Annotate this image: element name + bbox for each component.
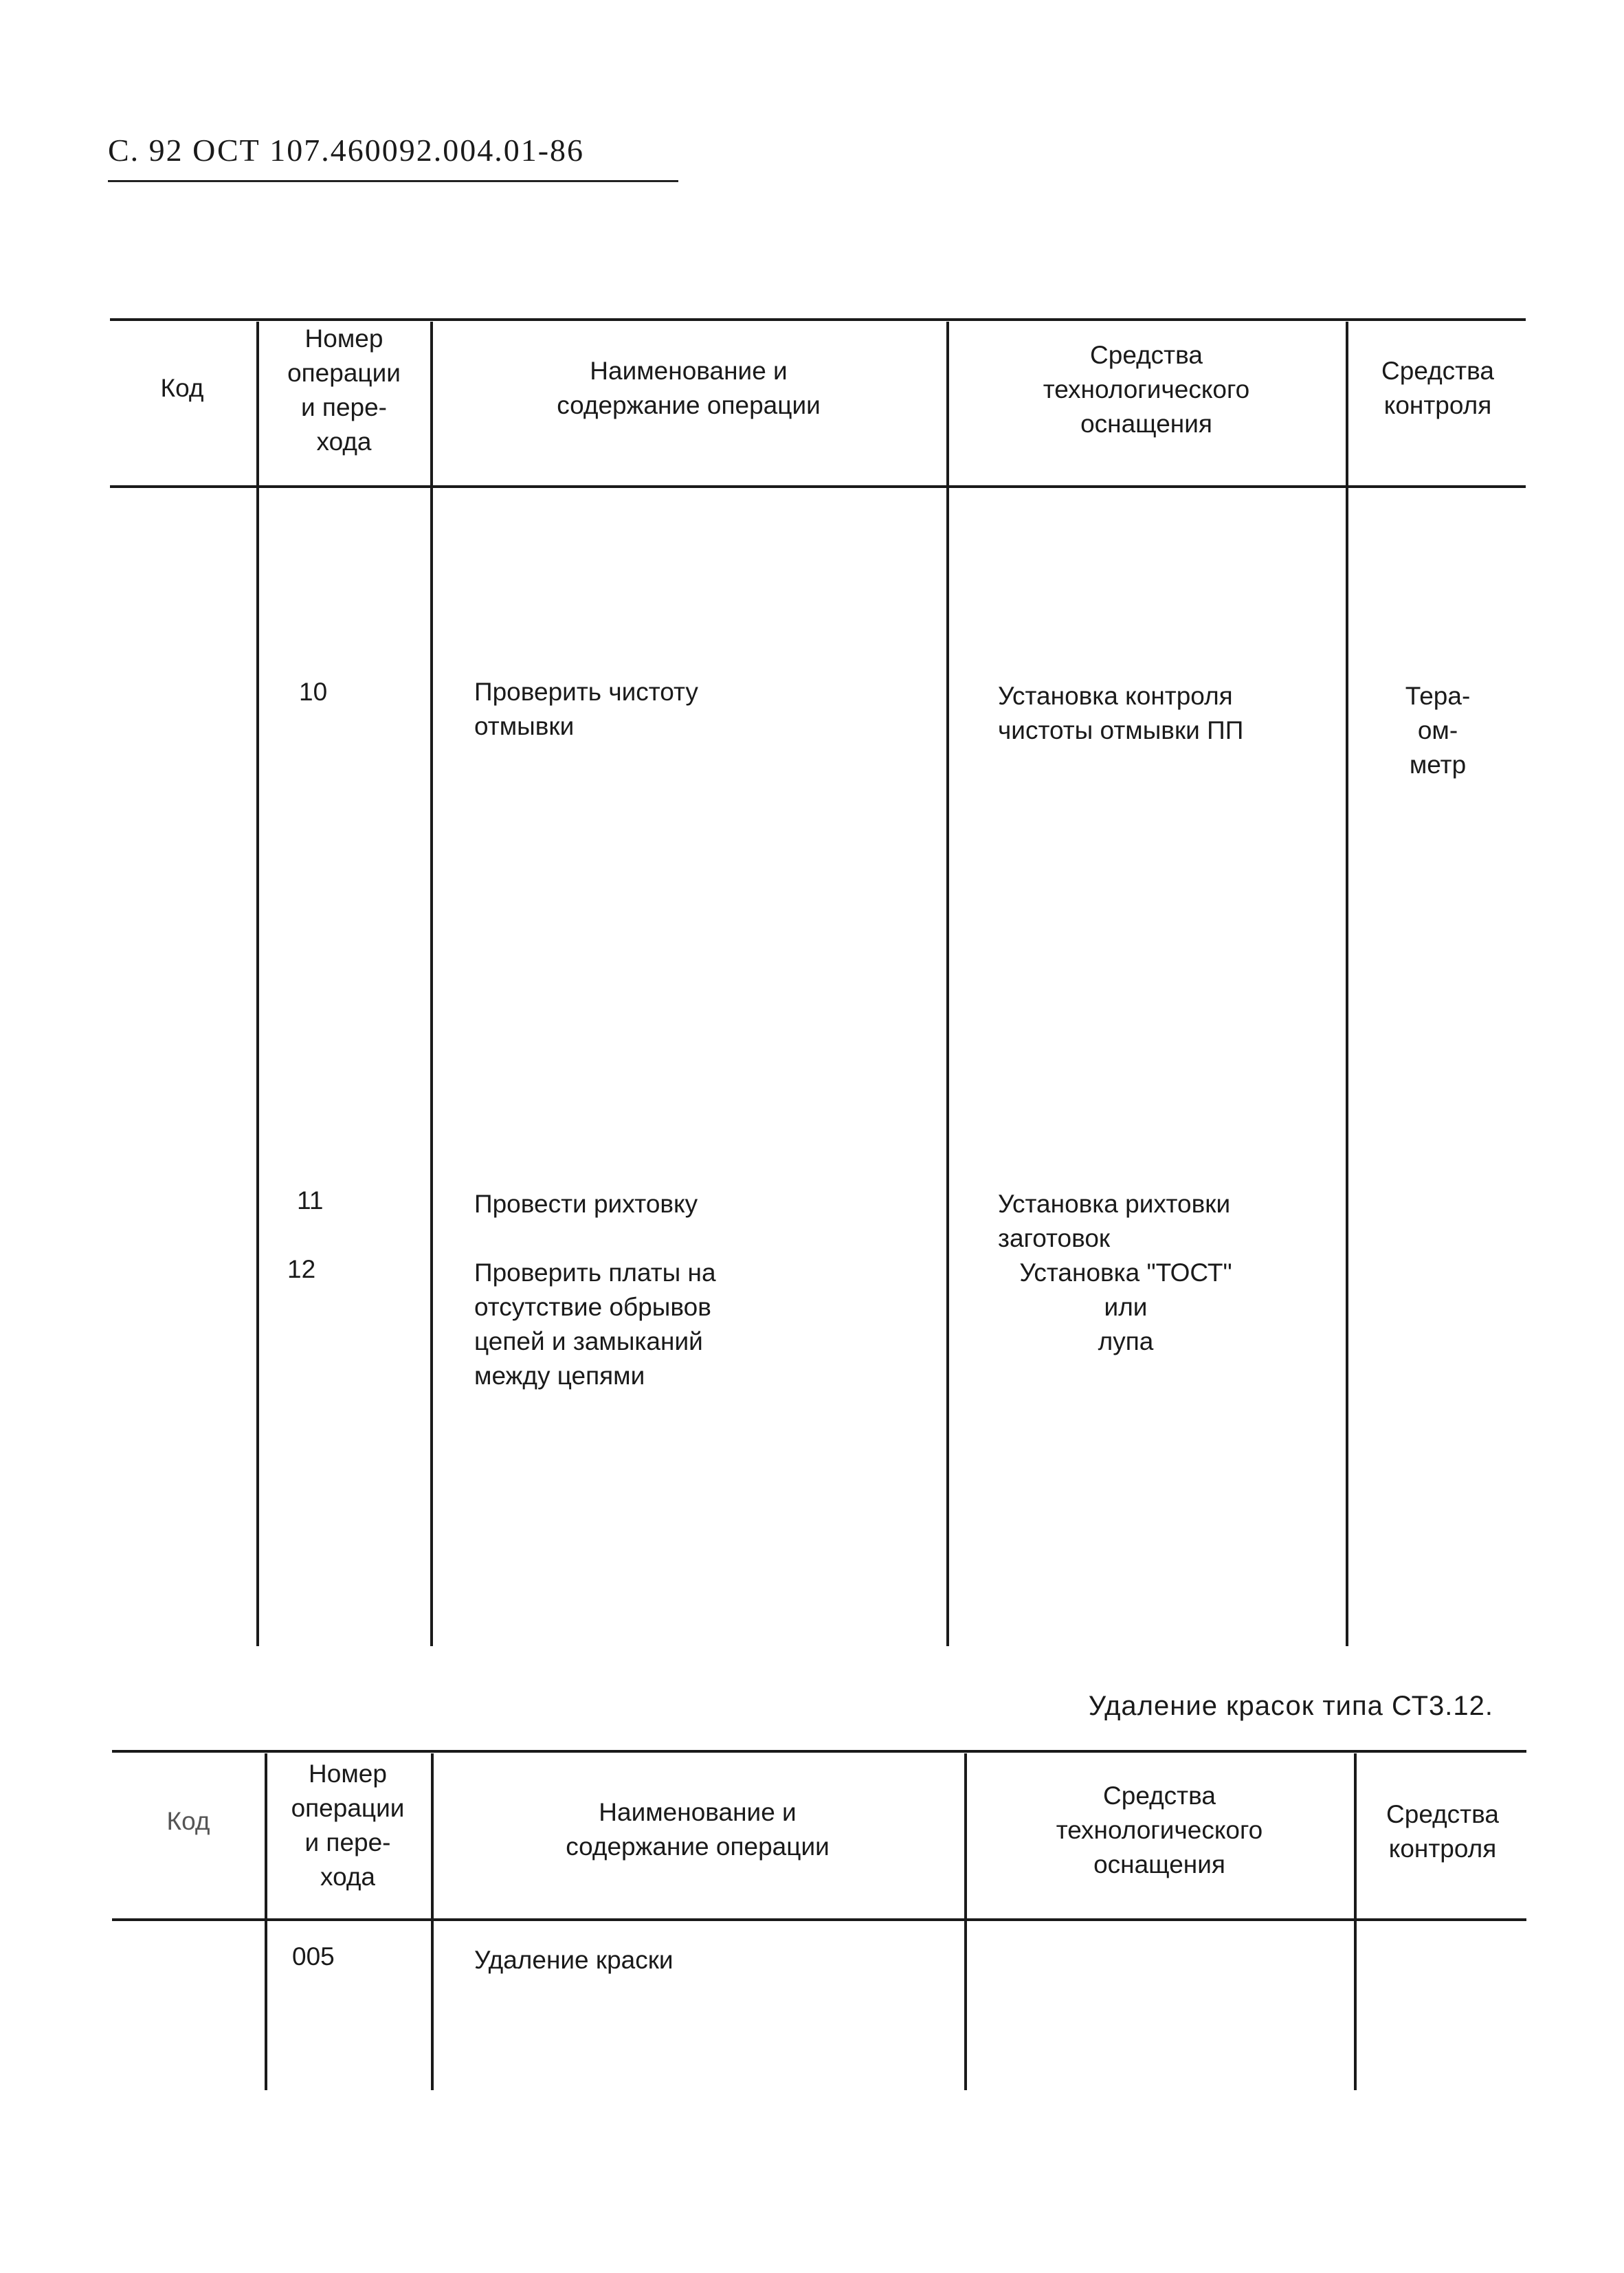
table2-header-rule bbox=[112, 1918, 1526, 1921]
table2-header-equipment: Средства технологического оснащения bbox=[1056, 1782, 1263, 1878]
table2-col-rule-3 bbox=[964, 1753, 967, 2090]
table1-col-rule-4 bbox=[1346, 322, 1348, 1646]
table-row-equipment: Установка "ТОСТ" или лупа bbox=[1019, 1259, 1232, 1355]
table2-header-code: Код bbox=[166, 1807, 210, 1835]
table1-header-code: Код bbox=[160, 374, 204, 402]
table1-header-equipment: Средства технологического оснащения bbox=[1043, 341, 1250, 438]
table-row-name: Удаление краски bbox=[474, 1946, 674, 1974]
table2-header-name: Наименование и содержание операции bbox=[566, 1798, 830, 1861]
table2-top-rule bbox=[112, 1750, 1526, 1753]
section-title: Удаление красок типа СТ3.12. bbox=[1088, 1691, 1493, 1721]
table1-header-control: Средства контроля bbox=[1381, 357, 1494, 419]
table1-header-rule bbox=[110, 485, 1526, 488]
header-underline bbox=[108, 180, 678, 182]
table2-header-number: Номер операции и пере- хода bbox=[291, 1760, 405, 1891]
table-row-number: 005 bbox=[292, 1942, 335, 1971]
table2-col-rule-4 bbox=[1354, 1753, 1357, 2090]
table-row-equipment: Установка контроля чистоты отмывки ПП bbox=[998, 682, 1244, 744]
table-row-number: 10 bbox=[299, 678, 328, 706]
table1-col-rule-2 bbox=[430, 322, 433, 1646]
table1-header-number: Номер операции и пере- хода bbox=[287, 324, 401, 456]
table-row-equipment: Установка рихтовки заготовок bbox=[998, 1190, 1231, 1252]
table1-top-rule bbox=[110, 318, 1526, 321]
table-row-number: 11 bbox=[297, 1186, 324, 1215]
table-row-number: 12 bbox=[287, 1255, 316, 1283]
table1-header-name: Наименование и содержание операции bbox=[557, 357, 821, 419]
table2-header-control: Средства контроля bbox=[1386, 1800, 1499, 1863]
table2-col-rule-2 bbox=[431, 1753, 434, 2090]
page-header: С. 92 ОСТ 107.460092.004.01-86 bbox=[108, 133, 585, 168]
table-row-control: Тера- ом- метр bbox=[1405, 682, 1471, 779]
table1-col-rule-1 bbox=[256, 322, 259, 1646]
table-row-name: Проверить чистоту отмывки bbox=[474, 678, 698, 740]
table-row-name: Проверить платы на отсутствие обрывов цепей и замыканий между цепями bbox=[474, 1259, 716, 1390]
table1-col-rule-3 bbox=[946, 322, 949, 1646]
table-row-name: Провести рихтовку bbox=[474, 1190, 698, 1218]
